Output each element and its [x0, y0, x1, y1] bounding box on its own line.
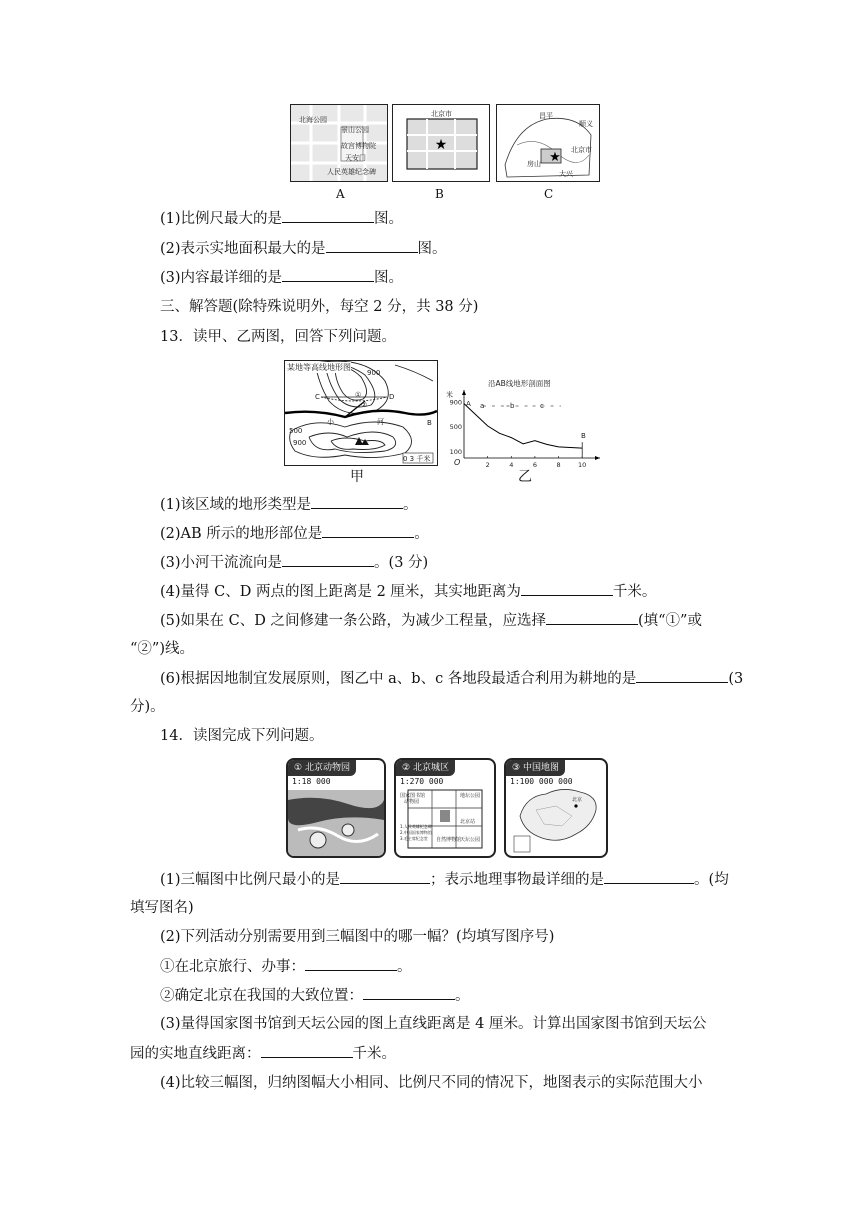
- q14-map-3-header: [506, 760, 565, 776]
- label-route-1: ①: [355, 391, 362, 399]
- section-3-heading: 三、解答题(除特殊说明外，每空 2 分，共 38 分): [160, 299, 479, 315]
- q13-item-6-line-1: [160, 668, 743, 689]
- profile-title: 沿AB线地形剖面图: [488, 379, 551, 388]
- q13-item-6-line-2: 分)。: [130, 699, 165, 715]
- q14-map-2-scale: 1:270 000: [400, 777, 444, 786]
- q13-fig-yi: [442, 376, 604, 468]
- q14-map-1: [286, 758, 386, 858]
- city-label-library: 国家图书馆: [400, 793, 426, 799]
- q13-item-5-post: (填“①”或: [637, 613, 702, 629]
- q14-item-2b: [160, 985, 470, 1006]
- q13-item-2-pre: (2)AB 所示的地形部位是: [160, 526, 323, 542]
- profile-xtick-4: 10: [578, 461, 587, 468]
- svg-text:★: ★: [549, 150, 561, 165]
- scale-bar: 0 3 千米: [403, 455, 431, 463]
- label-900: 900: [293, 439, 307, 447]
- q13-item-2: [160, 523, 429, 544]
- q13-item-4-blank[interactable]: [521, 581, 613, 596]
- q13-item-5-blank[interactable]: [546, 610, 638, 625]
- profile-origin: O: [454, 458, 461, 467]
- q14-map-2: [394, 758, 496, 858]
- profile-seg-b: b: [510, 402, 515, 410]
- label-route-2: ②: [361, 401, 368, 409]
- q13-item-5-pre: (5)如果在 C、D 之间修建一条公路，为减少工程量，应选择: [160, 613, 546, 629]
- q14-item-1-line-2: 填写图名): [130, 900, 194, 916]
- label-c: C: [315, 393, 320, 401]
- svg-text:★: ★: [434, 137, 448, 153]
- q13-item-3-post: 。(3 分): [374, 555, 429, 571]
- china-label-beijing: 北京: [572, 797, 583, 803]
- label-d: D: [389, 393, 395, 401]
- label-500: 500: [289, 427, 303, 435]
- profile-point-a: A: [466, 400, 471, 408]
- q12-item-3-post: 图。: [374, 270, 404, 286]
- q14-item-3-blank[interactable]: [261, 1043, 353, 1058]
- q14-item-1-blank-1[interactable]: [340, 869, 430, 884]
- label-river-a: 小: [327, 418, 334, 426]
- profile-unit: 米: [446, 391, 453, 399]
- q14-item-2a-blank[interactable]: [305, 956, 397, 971]
- contour-map: [285, 361, 437, 465]
- q12-item-3-blank[interactable]: [282, 267, 374, 282]
- q14-item-2b-blank[interactable]: [363, 985, 455, 1000]
- profile-line: [464, 404, 582, 449]
- q14-map-3-scale: 1:100 000 000: [510, 777, 573, 786]
- q14-item-1-mid: ；表示地理事物最详细的是: [430, 872, 605, 888]
- city-legend-2: 2.中国国家博物馆: [400, 830, 432, 835]
- label-point-b: B: [427, 419, 432, 427]
- map-a-label: A: [336, 187, 345, 201]
- q14-item-1-blank-2[interactable]: [604, 869, 694, 884]
- q14-item-2b-post: 。: [455, 988, 470, 1004]
- q14-map-3: [504, 758, 608, 858]
- q12-item-1-post: 图。: [374, 211, 404, 227]
- q12-item-3: [160, 267, 403, 288]
- q14-item-2: (2)下列活动分别需要用到三幅图中的哪一幅？(均填写图序号): [160, 929, 555, 945]
- q14-map-3-num: ③: [512, 763, 521, 773]
- q12-item-2-pre: (2)表示实地面积最大的是: [160, 241, 326, 257]
- map-c-place-3: 北京市: [571, 146, 592, 154]
- q14-map-3-title: 中国地图: [522, 763, 559, 773]
- q13-item-6-post: (3: [728, 671, 744, 687]
- profile-ytick-2: 900: [449, 398, 462, 407]
- q14-map-2-header: [396, 760, 455, 776]
- contour-title: 某地等高线地形图: [287, 363, 351, 372]
- q14-item-2a: [160, 956, 412, 977]
- q13-item-6-pre: (6)根据因地制宜发展原则，图乙中 a、b、c 各地段最适合利用为耕地的是: [160, 671, 637, 687]
- q14-map-1-title: 北京动物园: [304, 763, 350, 773]
- q13-fig-jia: [284, 360, 438, 466]
- q12-item-1: [160, 208, 403, 229]
- city-legend-3: 3.毛主席纪念堂: [400, 836, 428, 841]
- map-c-place-4: 房山: [527, 160, 541, 168]
- map-a-place-4: 天安门: [345, 154, 366, 162]
- q14-item-4-line-1: (4)比较三幅图，归纳图幅大小相同、比例尺不同的情况下，地图表示的实际范围大小: [160, 1075, 703, 1091]
- profile-ytick-0: 100: [449, 447, 462, 456]
- city-label-zoo: 动物园: [404, 799, 420, 805]
- fig-jia-caption: 甲: [350, 469, 364, 485]
- q13-item-1: [160, 494, 418, 515]
- q13-stem: 13．读甲、乙两图，回答下列问题。: [160, 329, 396, 345]
- q14-item-1-post: 。(均: [694, 872, 729, 888]
- profile-ytick-1: 500: [449, 423, 462, 432]
- q14-item-1-line-1: [160, 869, 729, 890]
- q14-item-2a-pre: ①在北京旅行、办事：: [160, 959, 305, 975]
- q13-item-3-blank[interactable]: [282, 552, 374, 567]
- city-label-tiantan: 天坛公园: [460, 837, 481, 843]
- q12-item-2-blank[interactable]: [326, 238, 418, 253]
- city-label-station: 北京站: [460, 819, 476, 825]
- label-river-b: 河: [377, 418, 384, 426]
- map-b: [392, 104, 490, 182]
- q14-map-1-scale: 1:18 000: [292, 777, 331, 786]
- q14-map-1-num: ①: [294, 763, 303, 773]
- city-label-museum: 自然博物馆: [436, 837, 462, 843]
- q13-item-5-line-2: “②”)线。: [130, 641, 194, 657]
- q13-item-4-pre: (4)量得 C、D 两点的图上距离是 2 厘米，其实地距离为: [160, 584, 521, 600]
- q13-item-6-blank[interactable]: [636, 668, 728, 683]
- q13-item-5-line-1: [160, 610, 702, 631]
- fig-yi-caption: 乙: [518, 469, 532, 485]
- map-b-city: 北京市: [431, 110, 452, 118]
- profile-xtick-3: 8: [556, 461, 561, 468]
- q14-map-2-title: 北京城区: [412, 763, 449, 773]
- map-a-place-3: 故宫博物院: [341, 142, 376, 150]
- q14-stem: 14．读图完成下列问题。: [160, 728, 324, 744]
- q14-item-3-pre: 园的实地直线距离：: [130, 1046, 261, 1062]
- q12-item-3-pre: (3)内容最详细的是: [160, 270, 283, 286]
- map-a-place-5: 人民英雄纪念碑: [327, 168, 376, 176]
- q12-item-2: [160, 238, 447, 259]
- map-a-place-1: 北海公园: [299, 116, 327, 124]
- map-c-place-5: 大兴: [559, 170, 573, 178]
- q12-item-1-pre: (1)比例尺最大的是: [160, 211, 283, 227]
- profile-seg-a: a: [480, 402, 485, 410]
- map-a-place-2: 景山公园: [341, 126, 369, 134]
- map-b-label: B: [435, 187, 444, 201]
- map-a: [290, 104, 388, 182]
- q14-map-2-num: ②: [402, 763, 411, 773]
- q13-item-3-pre: (3)小河干流流向是: [160, 555, 283, 571]
- q13-item-4-post: 千米。: [612, 584, 657, 600]
- q12-item-1-blank[interactable]: [282, 208, 374, 223]
- profile-xtick-0: 2: [485, 461, 490, 468]
- map-c-place-2: 顺义: [579, 120, 593, 128]
- profile-xtick-2: 6: [532, 461, 537, 468]
- profile-seg-c: c: [540, 402, 544, 410]
- q14-map-1-header: [288, 760, 356, 776]
- map-c-label: C: [544, 187, 554, 201]
- profile-chart: [442, 376, 604, 468]
- q14-item-3-line-2: [130, 1043, 396, 1064]
- q13-item-2-post: 。: [414, 526, 429, 542]
- q13-item-1-pre: (1)该区域的地形类型是: [160, 497, 312, 513]
- city-legend-1: 1.人民英雄纪念碑: [400, 824, 432, 829]
- q14-item-2b-pre: ②确定北京在我国的大致位置：: [160, 988, 363, 1004]
- profile-point-b: B: [581, 432, 586, 440]
- q14-item-1-pre: (1)三幅图中比例尺最小的是: [160, 872, 341, 888]
- q13-item-1-blank[interactable]: [311, 494, 403, 509]
- q13-item-4: [160, 581, 656, 602]
- map-c: [496, 104, 600, 182]
- q13-item-2-blank[interactable]: [322, 523, 414, 538]
- q14-item-2a-post: 。: [397, 959, 412, 975]
- map-c-place-1: 昌平: [539, 112, 553, 120]
- profile-xtick-1: 4: [509, 461, 514, 468]
- q14-item-3-line-1: (3)量得国家图书馆到天坛公园的图上直线距离是 4 厘米。计算出国家图书馆到天坛公: [160, 1016, 707, 1032]
- label-900-top: 900: [367, 369, 381, 377]
- city-label-ditan: 地坛公园: [460, 793, 481, 799]
- q13-item-1-post: 。: [403, 497, 418, 513]
- q14-item-3-post: 千米。: [352, 1046, 396, 1062]
- q12-item-2-post: 图。: [417, 241, 447, 257]
- q13-item-3: [160, 552, 428, 573]
